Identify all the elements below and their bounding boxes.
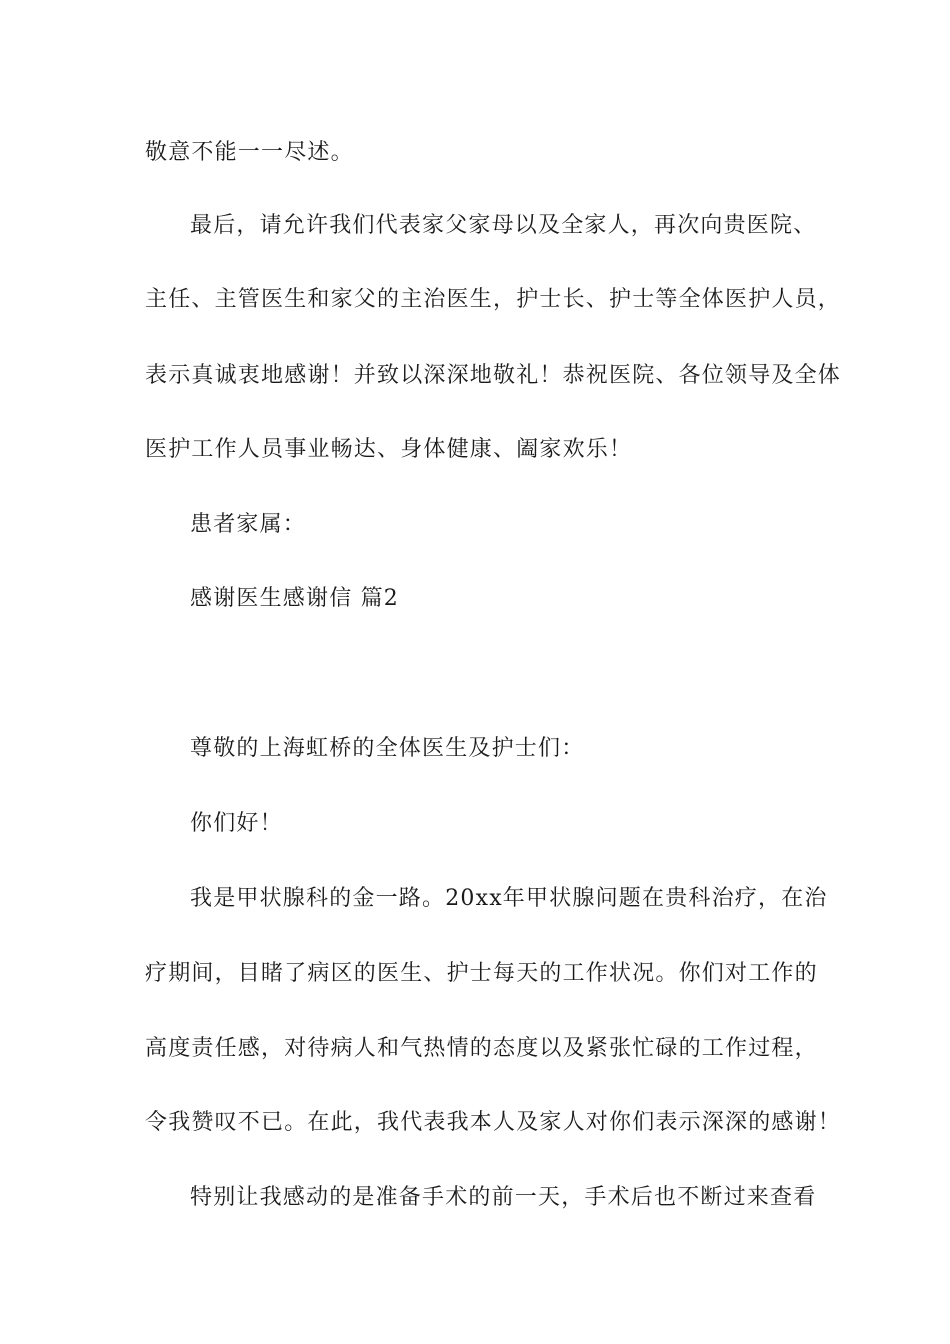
paragraph-line: 最后，请允许我们代表家父家母以及全家人，再次向贵医院、 <box>190 213 817 238</box>
paragraph-line: 主任、主管医生和家父的主治医生，护士长、护士等全体医护人员， <box>145 287 842 312</box>
paragraph-line: 疗期间，目睹了病区的医生、护士每天的工作状况。你们对工作的 <box>145 961 818 986</box>
greeting: 你们好！ <box>190 811 283 836</box>
paragraph-line: 我是甲状腺科的金一路。20xx年甲状腺问题在贵科治疗，在治 <box>190 886 828 911</box>
paragraph-line: 敬意不能一一尽述。 <box>145 140 354 165</box>
paragraph-line: 特别让我感动的是准备手术的前一天，手术后也不断过来查看 <box>190 1185 817 1210</box>
salutation: 尊敬的上海虹桥的全体医生及护士们： <box>190 736 585 761</box>
signature-label: 患者家属： <box>190 512 307 537</box>
paragraph-line: 高度责任感，对待病人和气热情的态度以及紧张忙碌的工作过程， <box>145 1036 818 1061</box>
section-heading: 感谢医生感谢信 篇2 <box>190 586 399 611</box>
paragraph-line: 表示真诚衷地感谢！并致以深深地敬礼！恭祝医院、各位领导及全体 <box>145 363 842 388</box>
paragraph-line: 医护工作人员事业畅达、身体健康、阖家欢乐！ <box>145 437 633 462</box>
paragraph-line: 令我赞叹不已。在此，我代表我本人及家人对你们表示深深的感谢！ <box>145 1110 842 1135</box>
